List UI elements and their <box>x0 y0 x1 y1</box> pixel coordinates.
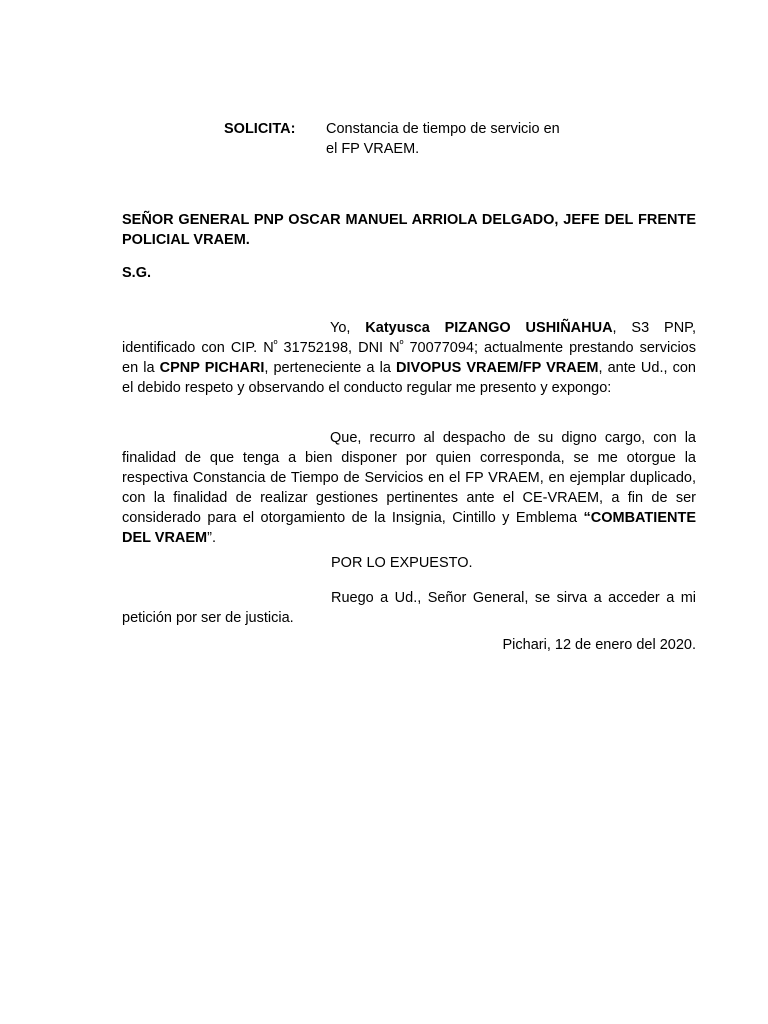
solicita-label: SOLICITA: <box>224 121 296 137</box>
paragraph-1-lead: Yo, <box>330 320 351 336</box>
cip-ordinal-mark: º <box>273 339 278 351</box>
paragraph-1-tail: , ante Ud., con el debido respeto y observando el conducto regular me presento y expongo: <box>122 360 696 396</box>
body-paragraph-3: POR LO EXPUESTO. <box>331 555 473 571</box>
applicant-name: Katyusca PIZANGO USHIÑAHUA <box>365 320 613 336</box>
dni-ordinal-mark: º <box>399 339 404 351</box>
body-paragraph-2 <box>122 428 696 548</box>
paragraph-2-period: . <box>211 530 217 546</box>
paragraph-1-mid: , perteneciente a la <box>264 360 396 376</box>
place-and-date: Pichari, 12 de enero del 2020. <box>502 637 696 653</box>
police-division: DIVOPUS VRAEM/FP VRAEM <box>395 360 599 376</box>
addressee-heading: SEÑOR GENERAL PNP OSCAR MANUEL ARRIOLA DELGADO, JEFE DEL FRENTE POLICIAL VRAEM. <box>122 212 696 248</box>
body-paragraph-4: Ruego a Ud., Señor General, se sirva a acceder a mi petición por ser de justicia. <box>122 590 696 626</box>
distinction-name: COMBATIENTE DEL VRAEM <box>122 510 696 546</box>
dni-number: 70077094; actualmente prestando servicios en la <box>122 340 696 376</box>
close-quote-mark: ” <box>207 530 212 546</box>
police-unit: CPNP PICHARI <box>159 360 265 376</box>
solicita-block <box>224 119 574 159</box>
applicant-rank: , S3 PNP, identificado con CIP. N <box>122 320 696 356</box>
open-quote-mark: “ <box>583 510 591 526</box>
paragraph-2-text: Que, recurro al despacho de su digno cargo, con la finalidad de que tenga a bien disponer por quien corresponda, se me otorgue la respectiva Constancia de Tiempo de Servicios en el FP VRAEM, en ejemplar duplicado, con la finalidad de realizar gestiones pertinentes ante el CE-VRAEM, a fin de ser considerado para el otorgamiento de la Insignia, Cintillo y Emblema <box>122 430 696 526</box>
salutation: S.G. <box>122 265 152 281</box>
body-paragraph-1 <box>122 318 696 398</box>
solicita-subject: Constancia de tiempo de servicio en el FP VRAEM. <box>326 121 560 157</box>
cip-number: 31752198, DNI N <box>277 340 400 356</box>
